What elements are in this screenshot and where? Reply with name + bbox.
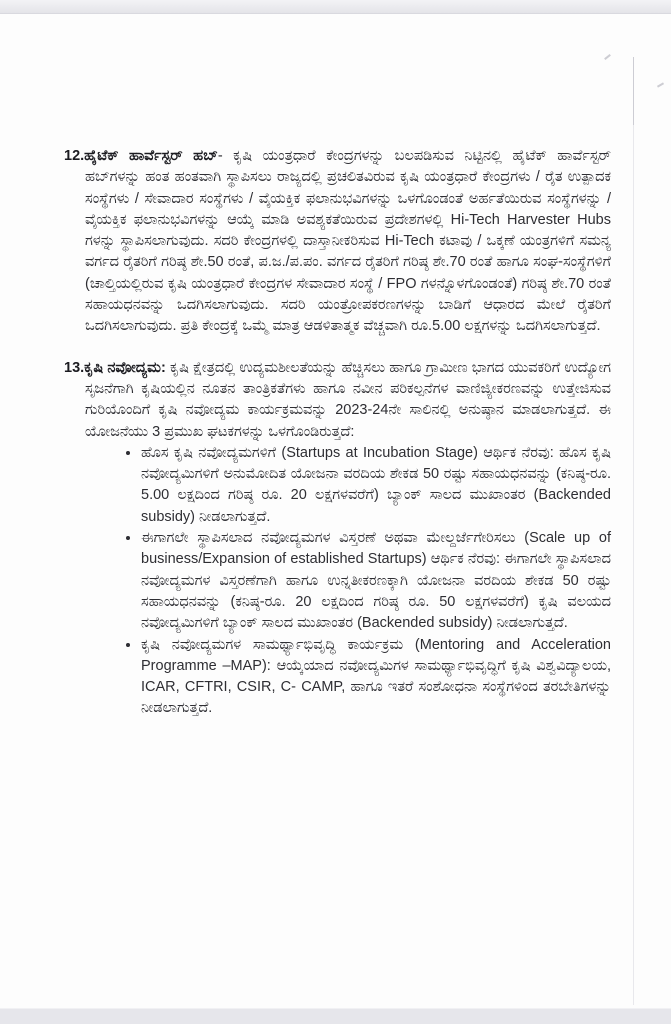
section-body: ಕೃಷಿ ಕ್ಷೇತ್ರದಲ್ಲಿ ಉದ್ಯಮಶೀಲತೆಯನ್ನು ಹೆಚ್ಚಿಸಲು ಹಾಗೂ ಗ್ರಾಮೀಣ ಭಾಗದ ಯುವಕರಿಗೆ ಉದ್ಯೋಗ ಸೃಜನೆಗಾಗಿ ಕೃಷಿಯಲ್ಲಿನ ನೂತನ ತಾಂತ್ರಿಕತೆಗಳು ಹಾಗೂ ನವೀನ ಪರಿಕಲ್ಪನೆಗಳ ವಾಣಿಜ್ಯೀಕರಣವನ್ನು ಉತ್ತೇಜಿಸುವ ಗುರಿಯೊಂದಿಗೆ ಕೃಷಿ ನವೋದ್ಯಮ ಕಾರ್ಯಕ್ರಮವನ್ನು 2023-24ನೇ ಸಾಲಿನಲ್ಲಿ ಅನುಷ್ಠಾನ ಮಾಡಲಾಗುತ್ತದೆ. ಈ ಯೋಜನೆಯು 3 ಪ್ರಮುಖ ಘಟಕಗಳನ್ನು ಒಳಗೊಂಡಿರುತ್ತದೆ:: [85, 359, 611, 440]
scan-edge-bottom: [0, 1008, 671, 1024]
paragraph-13: [64, 358, 611, 443]
section-12: [64, 146, 611, 338]
section-number: 13.: [64, 359, 85, 376]
section-13-title: [64, 360, 166, 376]
section-number: 12.: [64, 148, 85, 164]
scan-artifact-mark: [657, 82, 664, 87]
section-heading: ಹೈಟೆಕ್ ಹಾರ್ವೆಸ್ಟರ್ ಹಬ್: [84, 148, 218, 164]
heading-dash: -: [217, 148, 223, 164]
section-13: [64, 358, 611, 720]
scan-edge-top: [0, 0, 671, 14]
section-12-title: [64, 148, 218, 164]
list-item: • ಹೊಸ ಕೃಷಿ ನವೋದ್ಯಮಗಳಿಗೆ (Startups at Incubation Stage) ಆರ್ಥಿಕ ನೆರವು: ಹೊಸ ಕೃಷಿ ನವೋದ್ಯಮಿಗಳಿಗೆ ಅನುಮೋದಿತ ಯೋಜನಾ ವರದಿಯ ಶೇಕಡ 50 ರಷ್ಟು ಸಹಾಯಧನವನ್ನು (ಕನಿಷ್ಠ-ರೂ. 5.00 ಲಕ್ಷದಿಂದ ಗರಿಷ್ಠ ರೂ. 20 ಲಕ್ಷಗಳವರೆಗೆ) ಬ್ಯಾಂಕ್ ಸಾಲದ ಮುಖಾಂತರ (Backended subsidy) ನೀಡಲಾಗುತ್ತದೆ.: [141, 443, 611, 528]
bullet-list: [64, 443, 611, 720]
section-body: ಕೃಷಿ ಯಂತ್ರಧಾರೆ ಕೇಂದ್ರಗಳನ್ನು ಬಲಪಡಿಸುವ ನಿಟ್ಟಿನಲ್ಲಿ ಹೈಟೆಕ್ ಹಾರ್ವೆಸ್ಟರ್ ಹಬ್‌ಗಳನ್ನು ಹಂತ ಹಂತವಾಗಿ ಸ್ಥಾಪಿಸಲು ರಾಜ್ಯದಲ್ಲಿ ಪ್ರಚಲಿತವಿರುವ ಕೃಷಿ ಯಂತ್ರಧಾರೆ ಕೇಂದ್ರಗಳು / ರೈತ ಉತ್ಪಾದಕ ಸಂಸ್ಥೆಗಳು / ಸೇವಾದಾರ ಸಂಸ್ಥೆಗಳು / ವೈಯಕ್ತಿಕ ಫಲಾನುಭವಿಗಳನ್ನು ಒಳಗೊಂಡಂತೆ ಅರ್ಹತೆಯಿರುವ ಸಂಸ್ಥೆಗಳನ್ನು / ವೈಯಕ್ತಿಕ ಫಲಾನುಭವಿಗಳನ್ನು ಆಯ್ಕೆ ಮಾಡಿ ಅವಶ್ಯಕತೆಯಿರುವ ಪ್ರದೇಶಗಳಲ್ಲಿ Hi-Tech Harvester Hubs ಗಳನ್ನು ಸ್ಥಾಪಿಸಲಾಗುವುದು. ಸದರಿ ಕೇಂದ್ರಗಳಲ್ಲಿ ದಾಸ್ತಾನೀಕರಿಸುವ Hi-Tech ಕಟಾವು / ಒಕ್ಕಣೆ ಯಂತ್ರಗಳಿಗೆ ಸಮನ್ಯ ವರ್ಗದ ರೈತರಿಗೆ ಗರಿಷ್ಠ ಶೇ.50 ರಂತೆ, ಪ.ಜ./ಪ.ಪಂ. ವರ್ಗದ ರೈತರಿಗೆ ಗರಿಷ್ಠ ಶೇ.70 ರಂತೆ ಹಾಗೂ ಸಂಘ-ಸಂಸ್ಥೆಗಳಿಗೆ (ಚಾಲ್ತಿಯಲ್ಲಿರುವ ಕೃಷಿ ಯಂತ್ರಧಾರೆ ಕೇಂದ್ರಗಳ ಸೇವಾದಾರ ಸಂಸ್ಥೆ / FPO ಗಳನ್ನೊಳಗೊಂಡಂತೆ) ಗರಿಷ್ಠ ಶೇ.70 ರಂತೆ ಸಹಾಯಧನವನ್ನು ಒದಗಿಸಲಾಗುವುದು. ಸದರಿ ಯಂತ್ರೋಪಕರಣಗಳನ್ನು ಬಾಡಿಗೆ ಆಧಾರದ ಮೇಲೆ ರೈತರಿಗೆ ಒದಗಿಸಲಾಗುವುದು. ಪ್ರತಿ ಕೇಂದ್ರಕ್ಕೆ ಒಮ್ಮೆ ಮಾತ್ರ ಆಡಳಿತಾತ್ಮಕ ವೆಚ್ಚವಾಗಿ ರೂ.5.00 ಲಕ್ಷಗಳನ್ನು ಒದಗಿಸಲಾಗುತ್ತದೆ.: [85, 148, 611, 335]
scan-artifact-line: [633, 57, 634, 1005]
scan-artifact-line-segment: [633, 57, 634, 125]
document-text: [64, 146, 611, 720]
list-item: • ಈಗಾಗಲೇ ಸ್ಥಾಪಿಸಲಾದ ನವೋದ್ಯಮಗಳ ವಿಸ್ತರಣೆ ಅಥವಾ ಮೇಲ್ದರ್ಜೆಗೇರಿಸಲು (Scale up of business/Expansion of established Startups) ಆರ್ಥಿಕ ನೆರವು: ಈಗಾಗಲೇ ಸ್ಥಾಪಿಸಲಾದ ನವೋದ್ಯಮಗಳ ವಿಸ್ತರಣೆಗಾಗಿ ಹಾಗೂ ಉನ್ನತೀಕರಣಕ್ಕಾಗಿ ಯೋಜನಾ ವರದಿಯ ಶೇಕಡ 50 ರಷ್ಟು ಸಹಾಯಧನವನ್ನು (ಕನಿಷ್ಠ-ರೂ. 20 ಲಕ್ಷದಿಂದ ಗರಿಷ್ಠ ರೂ. 50 ಲಕ್ಷಗಳವರೆಗೆ) ಕೃಷಿ ವಲಯದ ನವೋದ್ಯಮಿಗಳಿಗೆ ಬ್ಯಾಂಕ್ ಸಾಲದ ಮುಖಾಂತರ (Backended subsidy) ನೀಡಲಾಗುತ್ತದೆ.: [141, 528, 611, 634]
scan-artifact-mark: [604, 54, 611, 60]
paragraph-12: [64, 146, 611, 338]
list-item: • ಕೃಷಿ ನವೋದ್ಯಮಗಳ ಸಾಮರ್ಥ್ಯಾಭಿವೃದ್ಧಿ ಕಾರ್ಯಕ್ರಮ (Mentoring and Acceleration Programme –MAP): ಆಯ್ಕೆಯಾದ ನವೋದ್ಯಮಿಗಳ ಸಾಮರ್ಥ್ಯಾಭಿವೃದ್ಧಿಗೆ ಕೃಷಿ ವಿಶ್ವವಿದ್ಯಾಲಯ, ICAR, CFTRI, CSIR, C- CAMP, ಹಾಗೂ ಇತರೆ ಸಂಶೋಧನಾ ಸಂಸ್ಥೆಗಳಿಂದ ತರಬೇತಿಗಳನ್ನು ನೀಡಲಾಗುತ್ತದೆ.: [141, 635, 611, 720]
section-heading: ಕೃಷಿ ನವೋದ್ಯಮ:: [84, 359, 166, 376]
